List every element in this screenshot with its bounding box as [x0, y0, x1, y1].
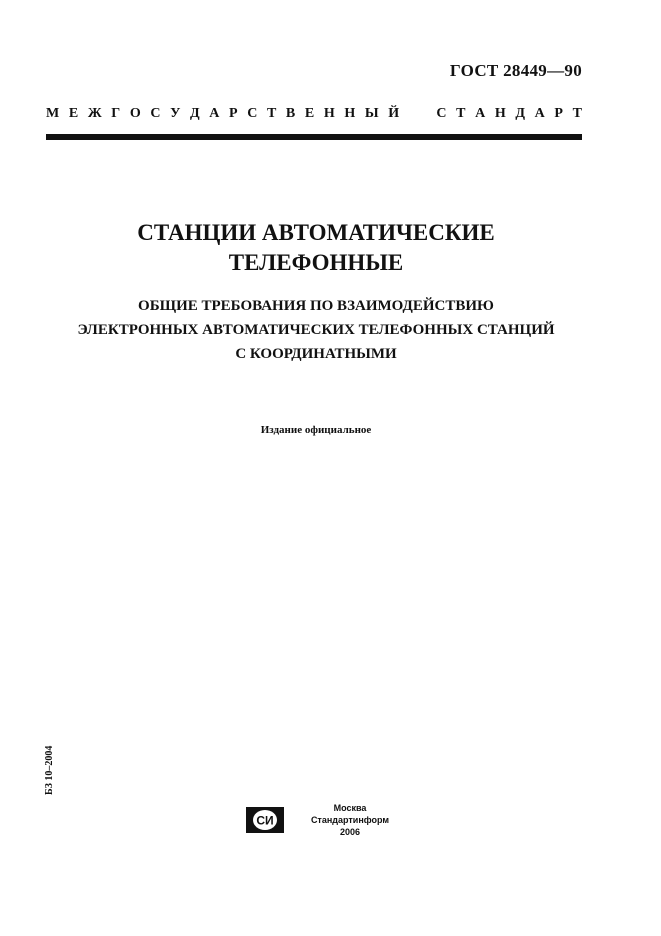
title-divider: [46, 134, 582, 140]
document-subtitle-line-3: С КООРДИНАТНЫМИ: [235, 346, 397, 362]
series-title-letter: А: [475, 106, 486, 121]
document-subtitle-line-1: ОБЩИЕ ТРЕБОВАНИЯ ПО ВЗАИМОДЕЙСТВИЮ: [138, 298, 494, 314]
series-title-letter: С: [150, 106, 161, 121]
series-title-letter: Н: [344, 106, 356, 121]
series-title-letter: С: [436, 106, 447, 121]
series-title-letter: М: [46, 106, 60, 121]
series-title-letter: А: [534, 106, 545, 121]
document-title-line-2: ТЕЛЕФОННЫЕ: [228, 250, 404, 275]
series-title-letter: Н: [323, 106, 335, 121]
series-title-letter: А: [209, 106, 220, 121]
series-title-letter: О: [129, 106, 141, 121]
publisher-name: Стандартинформ: [310, 815, 390, 825]
series-title-letter: Т: [266, 106, 277, 121]
series-title-letter: Н: [494, 106, 506, 121]
series-title-letter: Е: [304, 106, 315, 121]
edition-note: Издание официальное: [260, 424, 372, 436]
series-title-letter: Т: [456, 106, 466, 121]
series-title-letter: В: [285, 106, 296, 121]
document-subtitle: [0, 294, 632, 366]
series-title-letter: Ы: [364, 106, 379, 121]
gost-number: ГОСТ 28449—90: [449, 61, 582, 80]
series-title-letter: Т: [572, 106, 582, 121]
publisher-info: [305, 802, 395, 838]
series-title-letter: Г: [111, 106, 121, 121]
document-subtitle-line-2: ЭЛЕКТРОННЫХ АВТОМАТИЧЕСКИХ ТЕЛЕФОННЫХ СТАНЦИЙ: [77, 322, 555, 338]
document-title: [0, 218, 632, 278]
publisher-logo: [245, 804, 285, 836]
series-title-letter: Е: [68, 106, 79, 121]
series-title-letter: Д: [190, 106, 200, 121]
series-title-letter: Р: [229, 106, 238, 121]
series-title-letter: Ж: [87, 106, 102, 121]
series-title-letter: Д: [515, 106, 526, 121]
series-title-letter: Й: [388, 106, 400, 121]
logo-text: СИ: [256, 813, 274, 828]
series-title: [46, 106, 582, 122]
series-title-letter: У: [170, 106, 181, 121]
series-title-gap: [409, 106, 427, 122]
publisher-city: Москва: [333, 803, 367, 813]
side-code: БЗ 10–2004: [44, 745, 55, 795]
document-title-line-1: СТАНЦИИ АВТОМАТИЧЕСКИЕ: [137, 220, 495, 245]
publisher-year: 2006: [339, 827, 361, 837]
series-title-letter: С: [247, 106, 258, 121]
series-title-letter: Р: [554, 106, 563, 121]
